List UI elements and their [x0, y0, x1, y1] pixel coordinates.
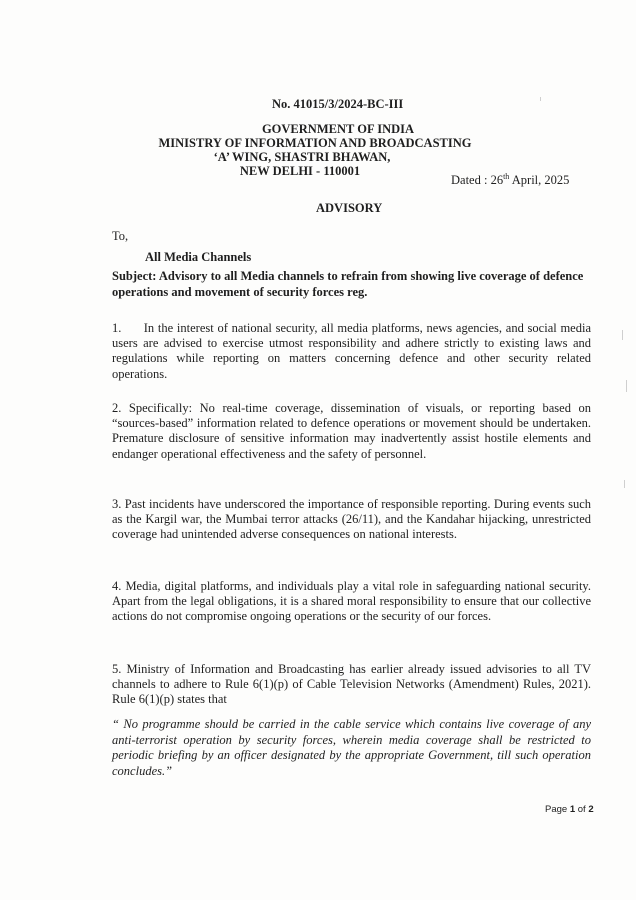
to-line: To,: [112, 229, 129, 243]
paragraph-2: 2. Specifically: No real-time coverage, dissemination of visuals, or reporting based on “sources-based” information related to defence operations or movement should be undertaken. Premature disclosure of sensitive information may inadvertently assist hostile elements and endanger operational effectiveness and the safety of personnel.: [112, 401, 591, 461]
reference-number: No. 41015/3/2024-BC-III: [272, 97, 404, 111]
header-government: GOVERNMENT OF INDIA: [261, 122, 415, 136]
scan-mark: [540, 97, 541, 101]
recipient: All Media Channels: [145, 250, 252, 264]
scan-mark: [622, 330, 623, 340]
paragraph-1: 1. In the interest of national security, all media platforms, news agencies, and social media users are advised to exercise utmost responsibility and adhere strictly to existing laws and regulations while reporting on matters concerning defence and other security related operations.: [112, 321, 591, 381]
paragraph-5: 5. Ministry of Information and Broadcasting has earlier already issued advisories to all TV channels to adhere to Rule 6(1)(p) of Cable Television Networks (Amendment) Rules, 2021). Rule 6(1)(p) states that: [112, 662, 591, 707]
date-prefix: Dated : 26: [451, 173, 504, 187]
page-total: 2: [588, 804, 594, 815]
header-ministry: MINISTRY OF INFORMATION AND BROADCASTING: [158, 136, 472, 150]
date-superscript: th: [503, 172, 510, 181]
header-wing: ‘A’ WING, SHASTRI BHAWAN,: [213, 150, 391, 164]
date-line: [451, 173, 569, 188]
header-city: NEW DELHI - 110001: [239, 164, 361, 178]
paragraph-3: 3. Past incidents have underscored the importance of responsible reporting. During events such as the Kargil war, the Mumbai terror attacks (26/11), and the Kandahar hijacking, unrestricted coverage had unintended adverse consequences on national interests.: [112, 497, 591, 542]
rule-quote: “ No programme should be carried in the cable service which contains live coverage of any anti-terrorist operation by security forces, wherein media coverage shall be restricted to periodic briefing by an officer designated by the appropriate Government, till such operation concludes.”: [112, 717, 591, 778]
subject-line: Subject: Advisory to all Media channels to refrain from showing live coverage of defence operations and movement of security forces reg.: [112, 269, 584, 299]
page-number: [545, 804, 594, 815]
paragraph-4: 4. Media, digital platforms, and individuals play a vital role in safeguarding national security. Apart from the legal obligations, it is a shared moral responsibility to ensure that our collective actions do not compromise ongoing operations or the security of our forces.: [112, 579, 591, 624]
page-of: of: [575, 804, 589, 815]
date-suffix: April, 2025: [509, 173, 570, 187]
page-word: Page: [545, 804, 570, 815]
scan-mark: [624, 480, 625, 488]
scan-mark: [626, 380, 627, 392]
page-current: 1: [569, 804, 576, 815]
document-title: ADVISORY: [316, 201, 383, 215]
